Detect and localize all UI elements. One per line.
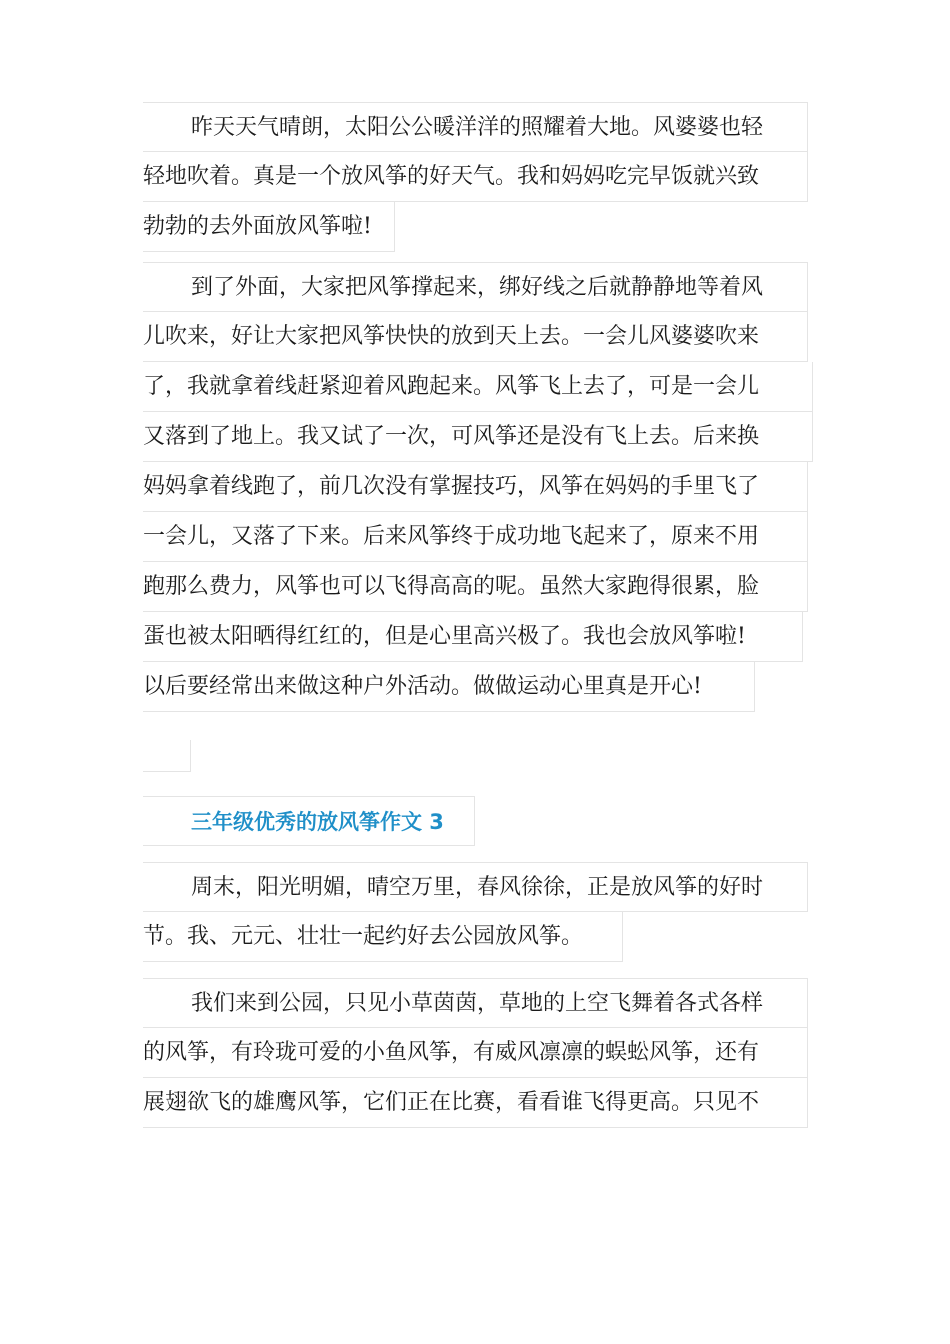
- paragraph-2-line-1: 到了外面，大家把风筝撑起来，绑好线之后就静静地等着风: [143, 262, 808, 312]
- paragraph-2-line-3: 了，我就拿着线赶紧迎着风跑起来。风筝飞上去了，可是一会儿: [143, 362, 813, 412]
- paragraph-1-line-3: 勃勃的去外面放风筝啦!: [143, 202, 395, 252]
- paragraph-2-line-5: 妈妈拿着线跑了，前几次没有掌握技巧，风筝在妈妈的手里飞了: [143, 462, 808, 512]
- paragraph-2-line-8: 蛋也被太阳晒得红红的，但是心里高兴极了。我也会放风筝啦!: [143, 612, 803, 662]
- paragraph-4-line-3: 展翅欲飞的雄鹰风筝，它们正在比赛，看看谁飞得更高。只见不: [143, 1078, 808, 1128]
- paragraph-2-line-2: 儿吹来，好让大家把风筝快快的放到天上去。一会儿风婆婆吹来: [143, 312, 808, 362]
- paragraph-4-line-2: 的风筝，有玲珑可爱的小鱼风筝，有威风凛凛的蜈蚣风筝，还有: [143, 1028, 808, 1078]
- paragraph-2-line-4: 又落到了地上。我又试了一次，可风筝还是没有飞上去。后来换: [143, 412, 813, 462]
- paragraph-3-line-1: 周末，阳光明媚，晴空万里，春风徐徐，正是放风筝的好时: [143, 862, 808, 912]
- section-heading: 三年级优秀的放风筝作文 3: [143, 796, 475, 846]
- blank-paragraph-marker: [143, 740, 191, 772]
- paragraph-2-line-9: 以后要经常出来做这种户外活动。做做运动心里真是开心!: [143, 662, 755, 712]
- paragraph-3-line-2: 节。我、元元、壮壮一起约好去公园放风筝。: [143, 912, 623, 962]
- paragraph-4-line-1: 我们来到公园，只见小草茵茵，草地的上空飞舞着各式各样: [143, 978, 808, 1028]
- paragraph-1-line-2: 轻地吹着。真是一个放风筝的好天气。我和妈妈吃完早饭就兴致: [143, 152, 808, 202]
- paragraph-2-line-6: 一会儿，又落了下来。后来风筝终于成功地飞起来了，原来不用: [143, 512, 808, 562]
- paragraph-2-line-7: 跑那么费力，风筝也可以飞得高高的呢。虽然大家跑得很累，脸: [143, 562, 808, 612]
- paragraph-1-line-1: 昨天天气晴朗，太阳公公暖洋洋的照耀着大地。风婆婆也轻: [143, 102, 808, 152]
